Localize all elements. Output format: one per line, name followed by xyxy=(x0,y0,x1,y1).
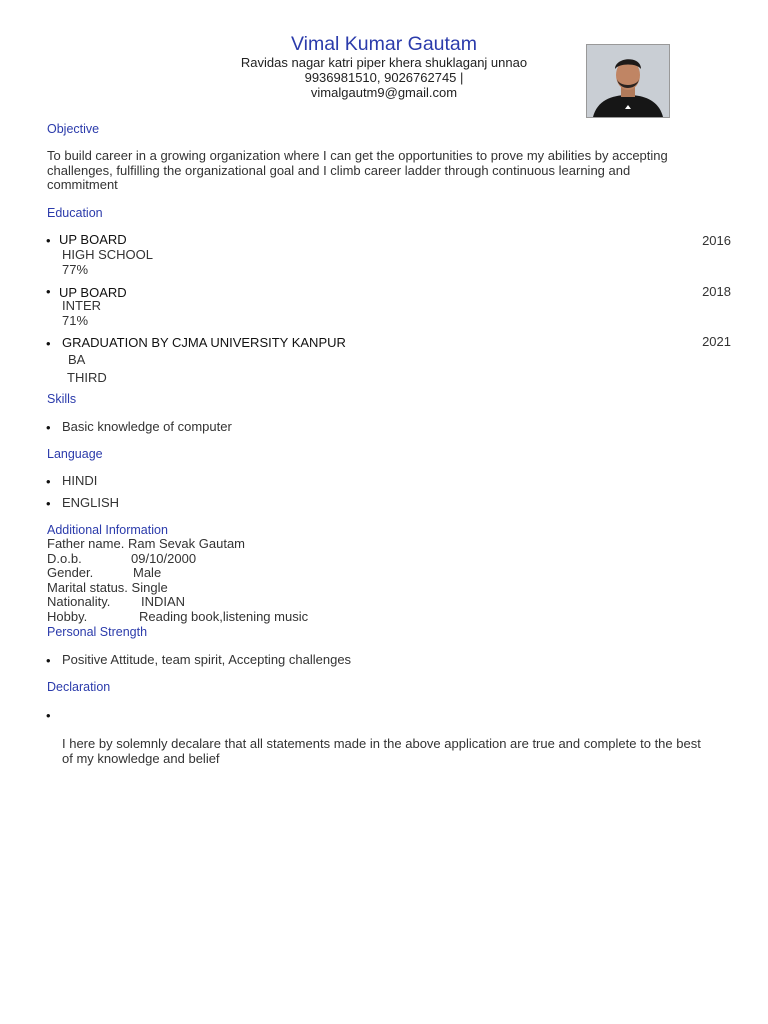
marital-value: Single xyxy=(131,580,168,595)
gender-label: Gender. xyxy=(47,565,94,580)
bullet-icon: • xyxy=(46,708,51,723)
father-name-label: Father name. xyxy=(47,536,125,551)
skill-item: Basic knowledge of computer xyxy=(62,419,232,434)
language-item-2: ENGLISH xyxy=(62,495,120,510)
additional-info-heading: Additional Information xyxy=(47,523,168,537)
candidate-name: Vimal Kumar Gautam xyxy=(290,33,478,55)
email-line: vimalgautm9@gmail.com xyxy=(310,85,458,100)
gender-value: Male xyxy=(133,565,162,580)
education-year-3: 2021 xyxy=(702,334,731,349)
dob-label: D.o.b. xyxy=(47,551,82,566)
person-portrait-icon xyxy=(587,45,669,117)
education-score-3: THIRD xyxy=(67,370,107,385)
profile-photo xyxy=(586,44,670,118)
education-board-2: UP BOARD xyxy=(59,285,127,300)
education-heading: Education xyxy=(47,206,103,220)
hobby-value: Reading book,listening music xyxy=(139,609,309,624)
phone-line: 9936981510, 9026762745 | xyxy=(304,70,464,85)
bullet-icon: • xyxy=(46,284,51,299)
objective-text xyxy=(47,149,717,193)
education-level-2: INTER xyxy=(62,298,101,313)
skills-heading: Skills xyxy=(47,392,77,406)
declaration-line-1: I here by solemnly decalare that all statements made in the above application are true and complete to the best xyxy=(62,736,701,751)
bullet-icon: • xyxy=(46,420,51,435)
personal-strength-heading: Personal Strength xyxy=(47,625,148,639)
father-name-row xyxy=(47,537,245,552)
objective-line-1: To build career in a growing organization where I can get the opportunities to prove my abilities by accepting xyxy=(47,148,668,163)
nationality-value: INDIAN xyxy=(141,594,186,609)
hobby-label: Hobby. xyxy=(47,609,88,624)
declaration-heading: Declaration xyxy=(47,680,111,694)
bullet-icon: • xyxy=(46,233,51,248)
language-heading: Language xyxy=(47,447,103,461)
education-board-1: UP BOARD xyxy=(59,232,127,247)
education-score-2: 71% xyxy=(62,313,89,328)
education-level-3: BA xyxy=(68,352,86,367)
objective-line-3: commitment xyxy=(47,177,118,192)
strength-item: Positive Attitude, team spirit, Accepting challenges xyxy=(62,652,352,667)
declaration-line-2: of my knowledge and belief xyxy=(62,751,220,766)
objective-heading: Objective xyxy=(47,122,100,136)
education-level-1: HIGH SCHOOL xyxy=(62,247,154,262)
education-year-2: 2018 xyxy=(702,284,731,299)
father-name-value: Ram Sevak Gautam xyxy=(127,536,245,551)
bullet-icon: • xyxy=(46,474,51,489)
education-board-3: GRADUATION BY CJMA UNIVERSITY KANPUR xyxy=(62,335,346,350)
address-line: Ravidas nagar katri piper khera shuklaganj unnao xyxy=(240,55,528,70)
language-item-1: HINDI xyxy=(62,473,98,488)
bullet-icon: • xyxy=(46,496,51,511)
bullet-icon: • xyxy=(46,336,51,351)
education-year-1: 2016 xyxy=(702,233,731,248)
declaration-text xyxy=(62,736,742,766)
bullet-icon: • xyxy=(46,653,51,668)
dob-value: 09/10/2000 xyxy=(131,551,197,566)
marital-label: Marital status. xyxy=(47,580,128,595)
nationality-label: Nationality. xyxy=(47,594,111,609)
objective-line-2: challenges, fulfilling the organizational goal and I climb career ladder through continuous learning and xyxy=(47,162,631,178)
education-score-1: 77% xyxy=(62,262,89,277)
